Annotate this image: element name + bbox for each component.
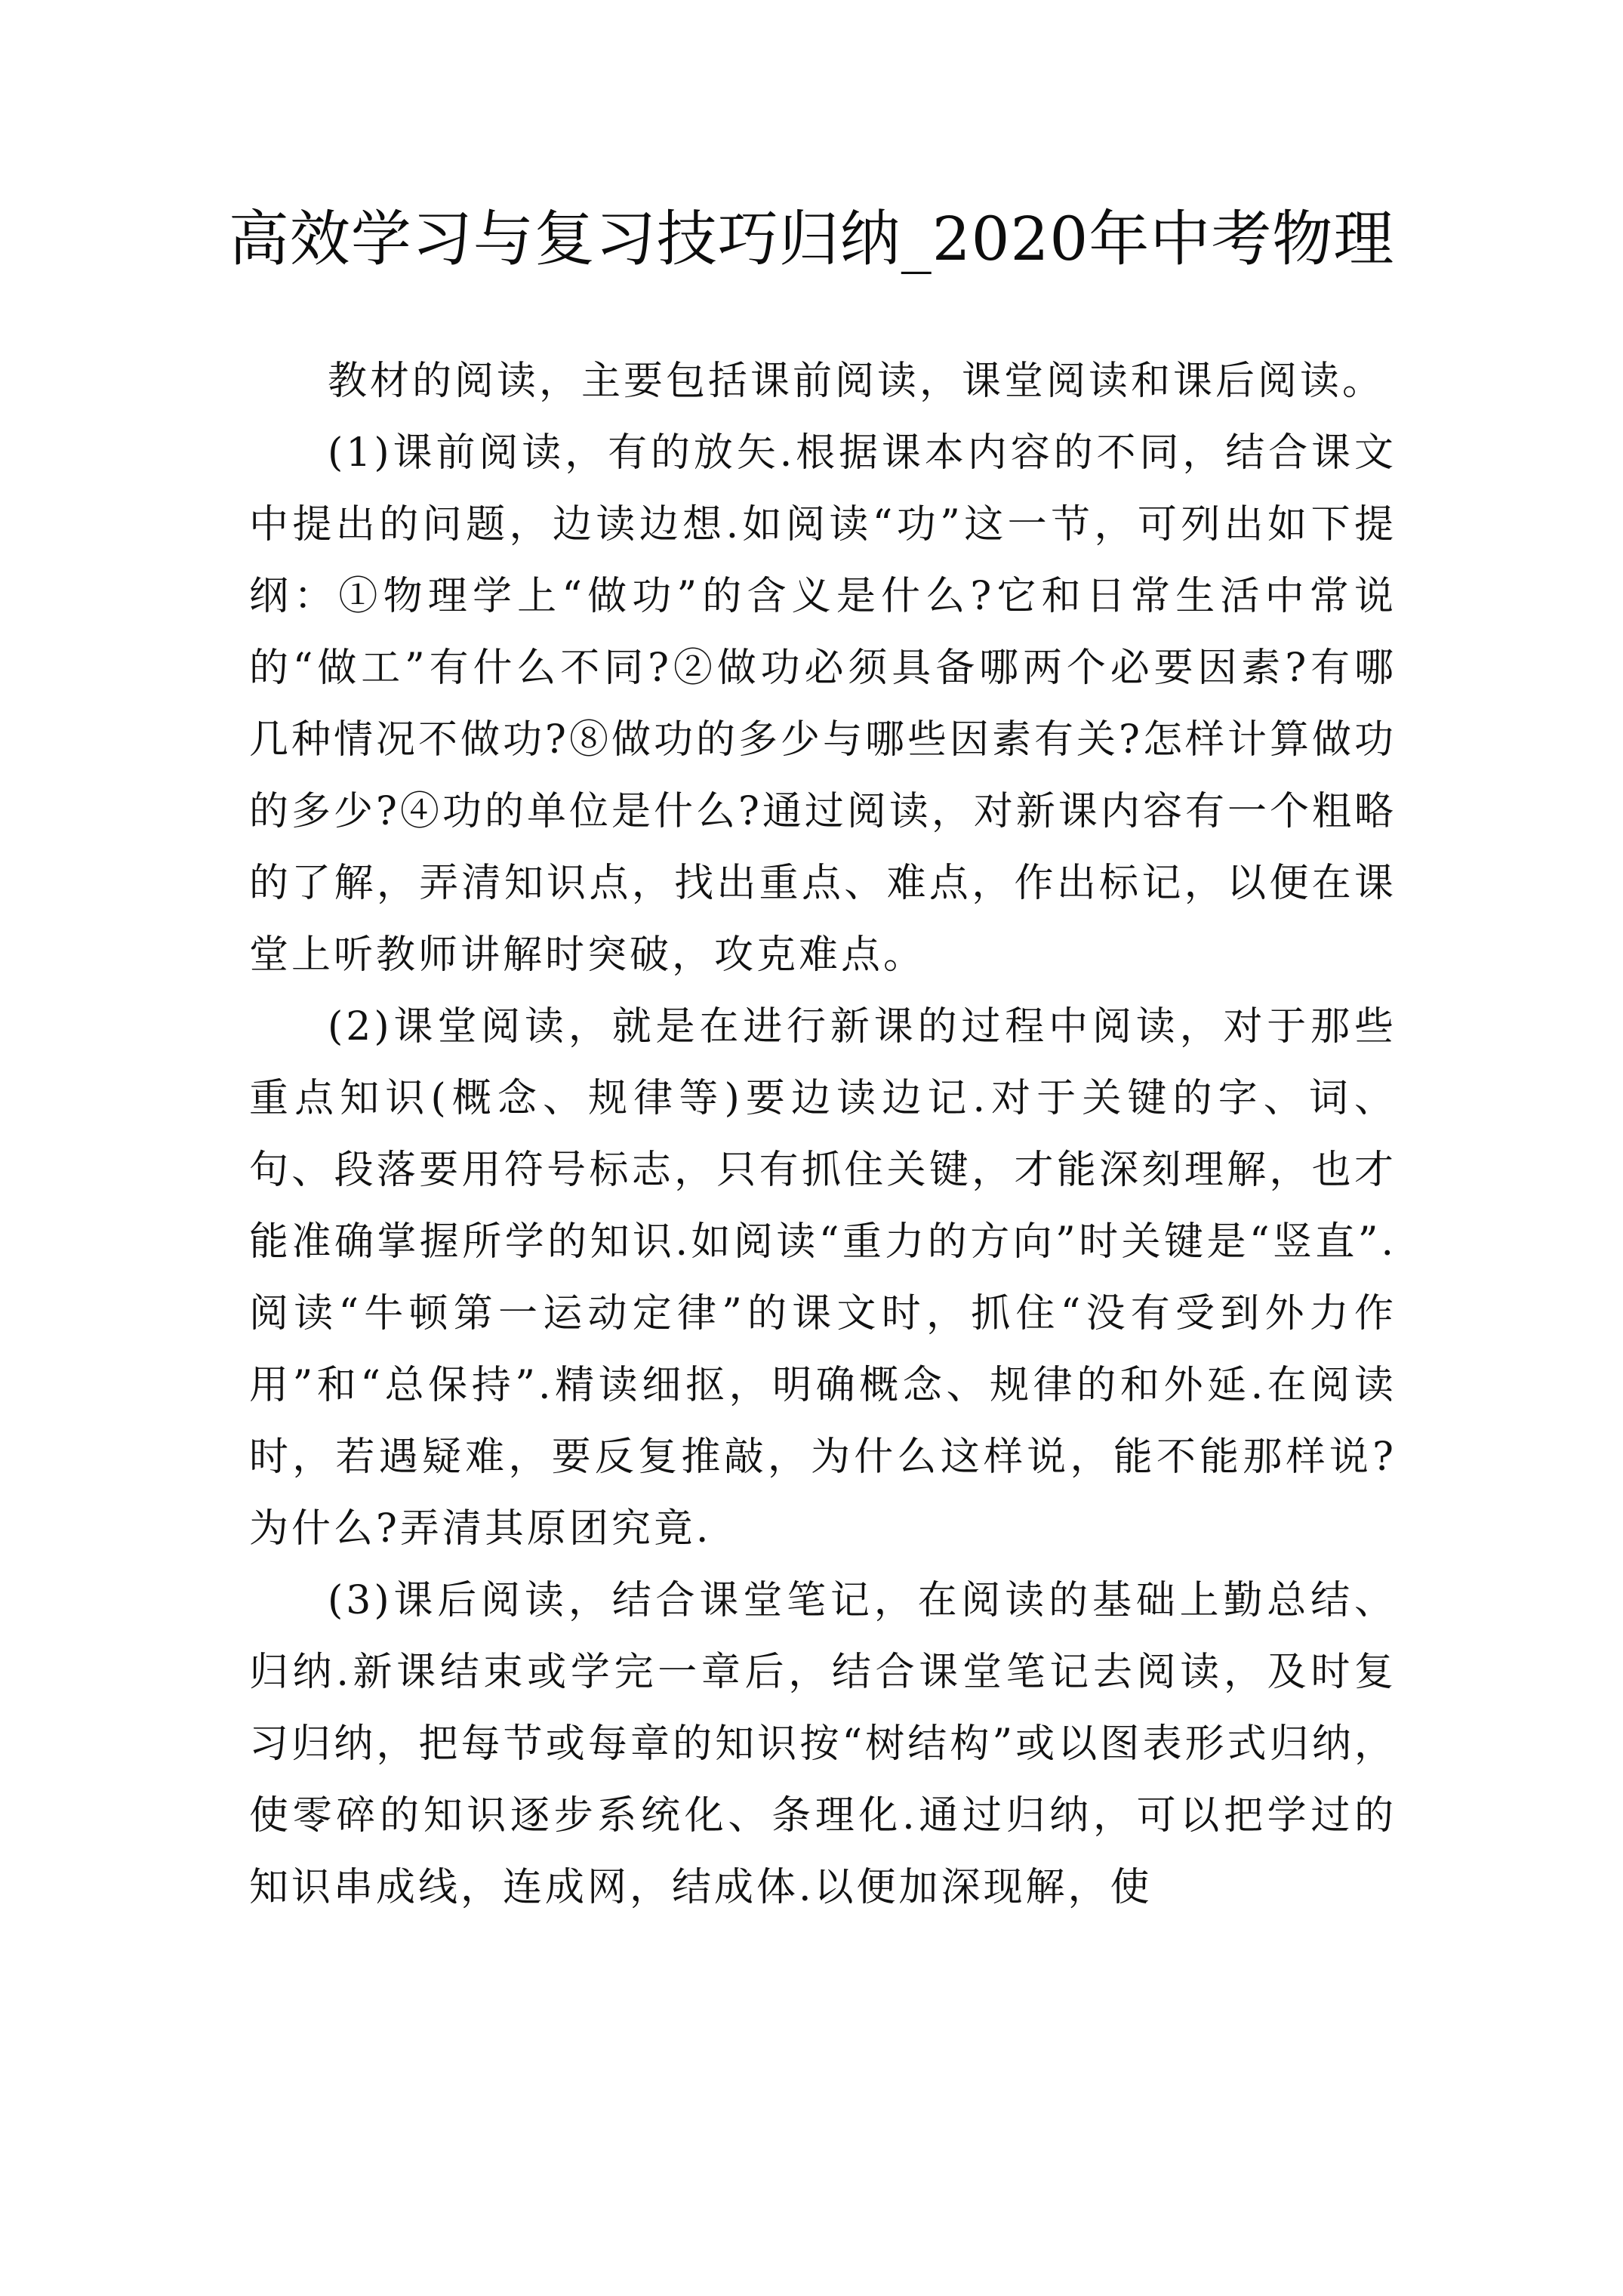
paragraph-in-class-reading: (2)课堂阅读，就是在进行新课的过程中阅读，对于那些重点知识(概念、规律等)要边读边记.对于关键的字、词、句、段落要用符号标志，只有抓住关键，才能深刻理解，也才能准确掌握所学的知识.如阅读“重力的方向”时关键是“竖直”.阅读“牛顿第一运动定律”的课文时，抓住“没有受到外力作用”和“总保持”.精读细抠，明确概念、规律的和外延.在阅读时，若遇疑难，要反复推敲，为什么这样说，能不能那样说?为什么?弄清其原团究竟. (249, 1004, 1397, 1552)
paragraph-pre-class-reading: (1)课前阅读，有的放矢.根据课本内容的不同，结合课文中提出的问题，边读边想.如阅读“功”这一节，可列出如下提纲：①物理学上“做功”的含义是什么?它和日常生活中常说的“做工”有什么不同?②做功必须具备哪两个必要因素?有哪几种情况不做功?⑧做功的多少与哪些因素有关?怎样计算做功的多少?④功的单位是什么?通过阅读，对新课内容有一个粗略的了解，弄清知识点，找出重点、难点，作出标记，以便在课堂上听教师讲解时突破，攻克难点。 (249, 430, 1397, 978)
paragraph-after-class-reading: (3)课后阅读，结合课堂笔记，在阅读的基础上勤总结、归纳.新课结束或学完一章后，结合课堂笔记去阅读，及时复习归纳，把每节或每章的知识按“树结构”或以图表形式归纳，使零碎的知识逐步系统化、条理化.通过归纳，可以把学过的知识串成线，连成网，结成体.以便加深现解，使 (249, 1578, 1397, 1910)
document-body (249, 346, 1397, 1924)
document-title: 高效学习与复习技巧归纳_2020年中考物理 (228, 204, 1395, 274)
paragraph-intro: 教材的阅读，主要包括课前阅读，课堂阅读和课后阅读。 (328, 359, 1385, 404)
